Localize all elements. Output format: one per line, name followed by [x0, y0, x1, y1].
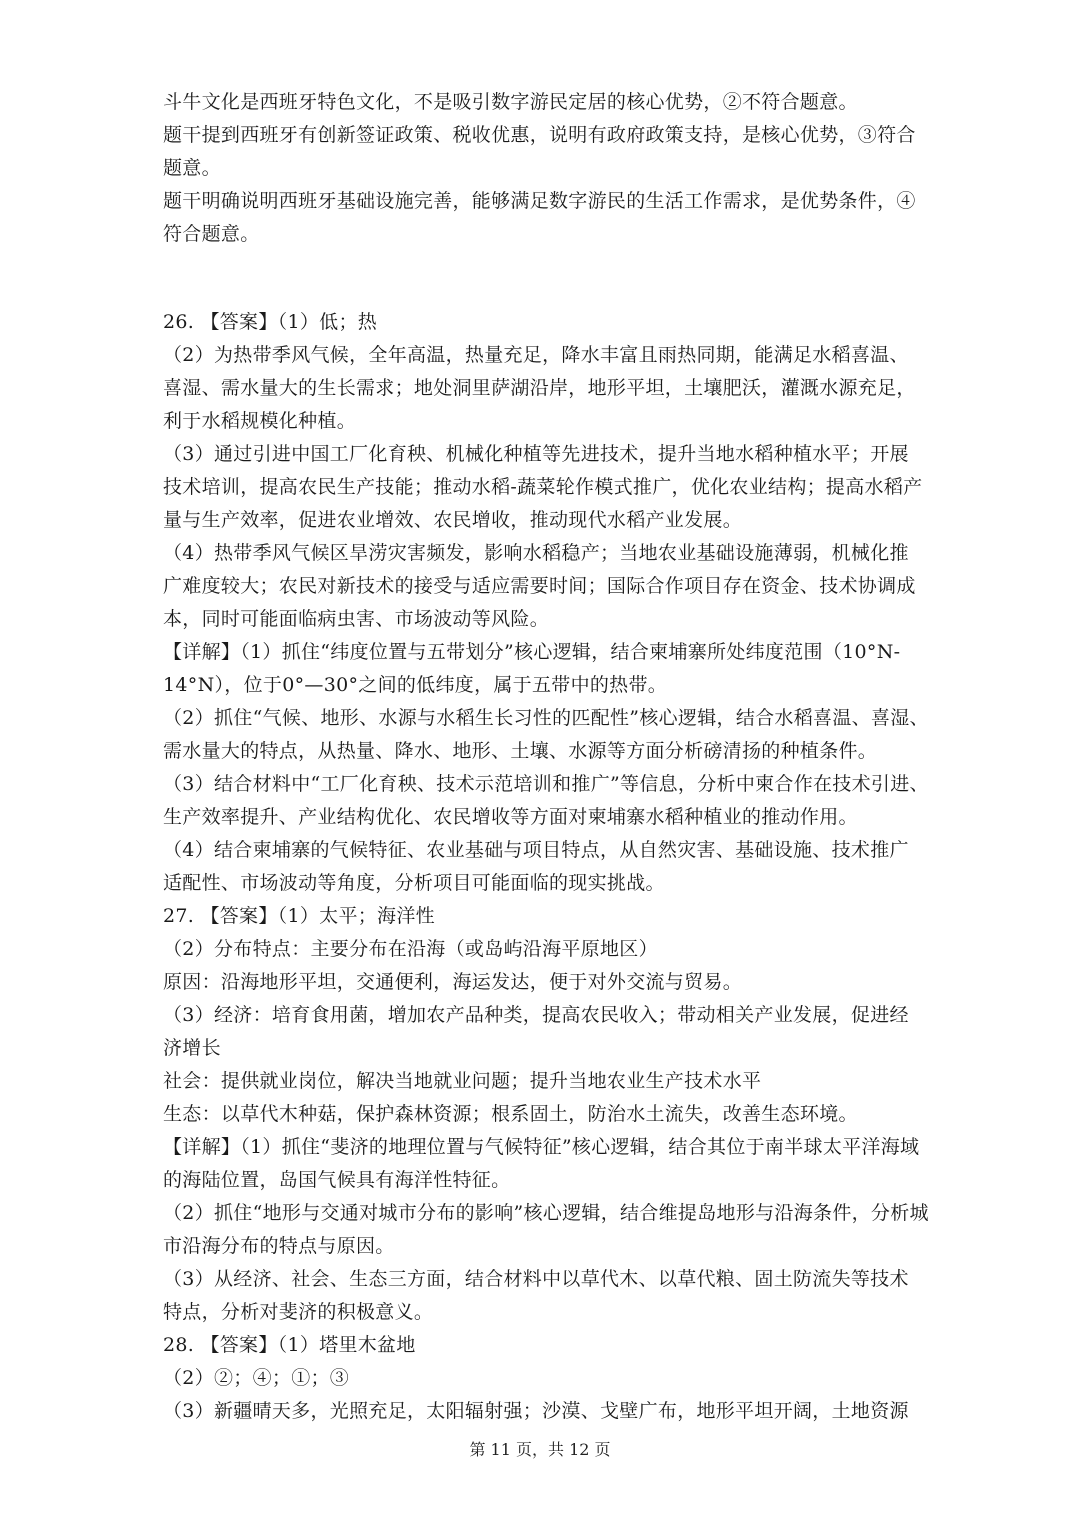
text-line: 斗牛文化是西班牙特色文化，不是吸引数字游民定居的核心优势，②不符合题意。 — [163, 91, 858, 113]
text-line: 生产效率提升、产业结构优化、农民增收等方面对柬埔寨水稻种植业的推动作用。 — [163, 806, 858, 828]
text-line: 技术培训，提高农民生产技能；推动水稻-蔬菜轮作模式推广，优化农业结构；提高水稻产 — [163, 476, 923, 498]
text-line: 【详解】（1）抓住“斐济的地理位置与气候特征”核心逻辑，结合其位于南半球太平洋海域 — [163, 1136, 920, 1158]
text-line: 量与生产效率，促进农业增效、农民增收，推动现代水稻产业发展。 — [163, 509, 743, 531]
text-line: （2）抓住“地形与交通对城市分布的影响”核心逻辑，结合维提岛地形与沿海条件，分析城 — [163, 1202, 929, 1224]
text-line: （2）分布特点：主要分布在沿海（或岛屿沿海平原地区） — [163, 938, 658, 960]
text-line: 题干明确说明西班牙基础设施完善，能够满足数字游民的生活工作需求，是优势条件，④ — [163, 190, 916, 212]
text-line: 特点，分析对斐济的积极意义。 — [163, 1301, 434, 1323]
text-line: （3）经济：培育食用菌，增加农产品种类，提高农民收入；带动相关产业发展，促进经 — [163, 1004, 909, 1026]
page-content — [163, 86, 929, 1428]
text-line: （2）②；④；①；③ — [163, 1367, 350, 1389]
text-line: 济增长 — [163, 1037, 221, 1059]
text-line: 28. 【答案】（1）塔里木盆地 — [163, 1334, 416, 1356]
text-line: 适配性、市场波动等角度，分析项目可能面临的现实挑战。 — [163, 872, 665, 894]
text-line: 社会：提供就业岗位，解决当地就业问题；提升当地农业生产技术水平 — [163, 1070, 762, 1092]
text-line: 26. 【答案】（1）低；热 — [163, 311, 378, 333]
text-line: （3）新疆晴天多，光照充足，太阳辐射强；沙漠、戈壁广布，地形平坦开阔，土地资源 — [163, 1400, 909, 1422]
text-line: （3）结合材料中“工厂化育秧、技术示范培训和推广”等信息，分析中柬合作在技术引进、 — [163, 773, 929, 795]
text-line: （3）从经济、社会、生态三方面，结合材料中以草代木、以草代粮、固土防流失等技术 — [163, 1268, 909, 1290]
text-line: （2）抓住“气候、地形、水源与水稻生长习性的匹配性”核心逻辑，结合水稻喜温、喜湿、 — [163, 707, 929, 729]
answer-block-q26-q28 — [163, 306, 929, 1428]
text-line: （3）通过引进中国工厂化育秧、机械化种植等先进技术，提升当地水稻种植水平；开展 — [163, 443, 909, 465]
text-line: 市沿海分布的特点与原因。 — [163, 1235, 395, 1257]
text-line: （4）结合柬埔寨的气候特征、农业基础与项目特点，从自然灾害、基础设施、技术推广 — [163, 839, 909, 861]
text-line: （4）热带季风气候区旱涝灾害频发，影响水稻稳产；当地农业基础设施薄弱，机械化推 — [163, 542, 909, 564]
text-line: （2）为热带季风气候，全年高温，热量充足，降水丰富且雨热同期，能满足水稻喜温、 — [163, 344, 909, 366]
text-line: 的海陆位置，岛国气候具有海洋性特征。 — [163, 1169, 511, 1191]
text-line: 生态：以草代木种菇，保护森林资源；根系固土，防治水土流失，改善生态环境。 — [163, 1103, 858, 1125]
section-gap — [163, 251, 923, 306]
text-line: 利于水稻规模化种植。 — [163, 410, 357, 432]
page-footer: 第 11 页，共 12 页 — [469, 1440, 611, 1459]
text-line: 27. 【答案】（1）太平；海洋性 — [163, 905, 435, 927]
text-line: 本，同时可能面临病虫害、市场波动等风险。 — [163, 608, 550, 630]
text-line: 题干提到西班牙有创新签证政策、税收优惠，说明有政府政策支持，是核心优势，③符合 — [163, 124, 916, 146]
text-line: 符合题意。 — [163, 223, 260, 245]
text-line: 广难度较大；农民对新技术的接受与适应需要时间；国际合作项目存在资金、技术协调成 — [163, 575, 916, 597]
text-line: 原因：沿海地形平坦，交通便利，海运发达，便于对外交流与贸易。 — [163, 971, 743, 993]
text-line: 喜湿、需水量大的生长需求；地处洞里萨湖沿岸，地形平坦，土壤肥沃，灌溉水源充足， — [163, 377, 916, 399]
answer-block-q25-continued — [163, 86, 923, 251]
text-line: 需水量大的特点，从热量、降水、地形、土壤、水源等方面分析磅清扬的种植条件。 — [163, 740, 878, 762]
text-line: 14°N），位于0°—30°之间的低纬度，属于五带中的热带。 — [163, 674, 668, 696]
text-line: 题意。 — [163, 157, 221, 179]
text-line: 【详解】（1）抓住“纬度位置与五带划分”核心逻辑，结合柬埔寨所处纬度范围（10°N- — [163, 641, 901, 663]
